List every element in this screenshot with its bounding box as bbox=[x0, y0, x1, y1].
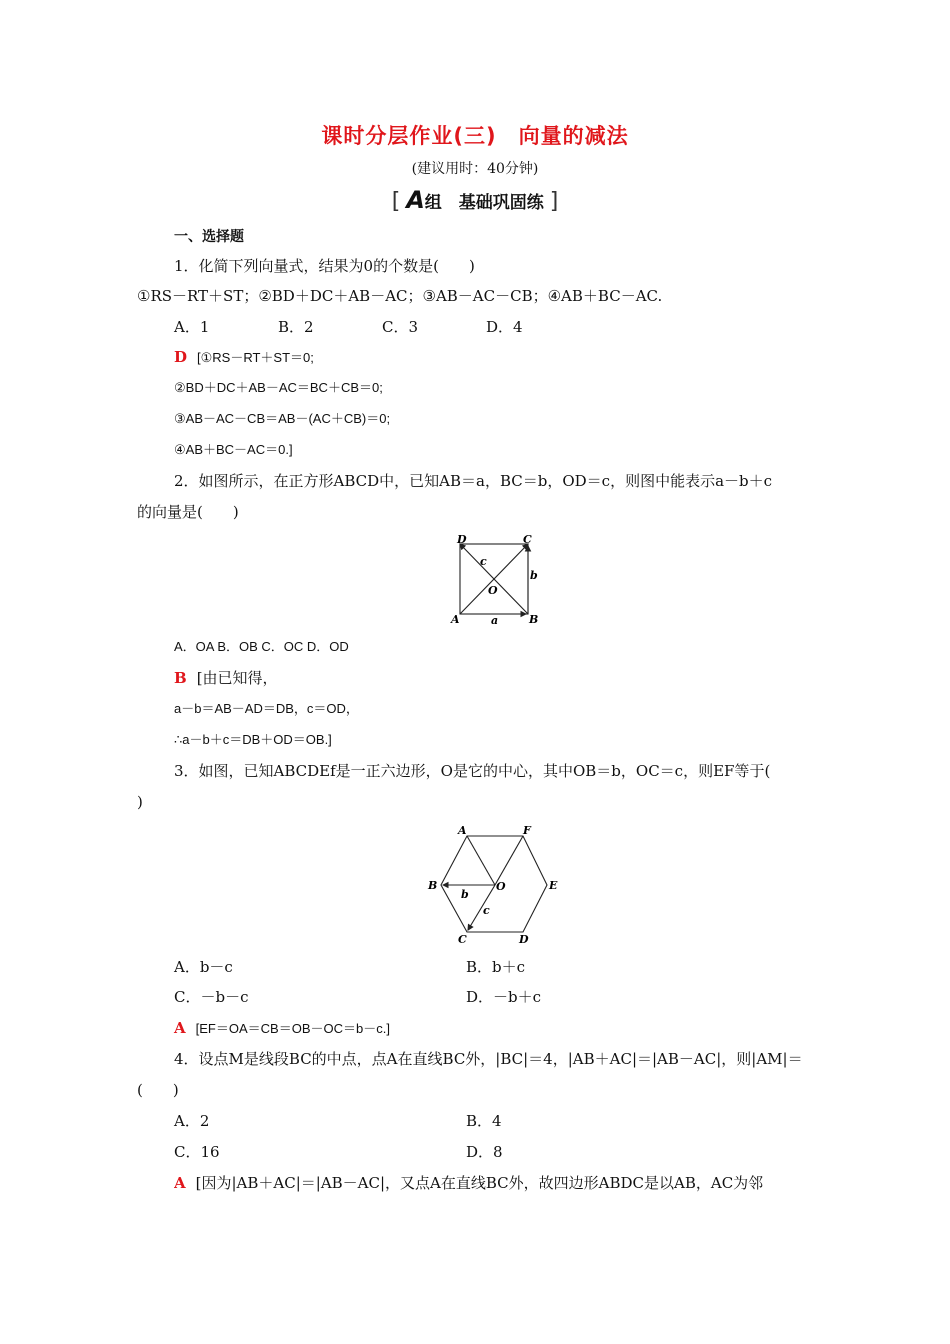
fig3-label-d: D bbox=[519, 933, 529, 946]
group-letter: A bbox=[406, 186, 425, 214]
q1-option-a: A．1 bbox=[174, 318, 210, 336]
fig3-label-a: A bbox=[458, 824, 467, 837]
fig3-label-f: F bbox=[523, 824, 531, 837]
q2-stem-cont: 的向量是( ) bbox=[137, 503, 239, 521]
q1-solution-line-2: ②BD＋DC＋AB－AC＝BC＋CB＝0; bbox=[174, 380, 383, 395]
q3-answer: A bbox=[174, 1019, 186, 1037]
page-title: 课时分层作业(三) 向量的减法 bbox=[321, 124, 629, 148]
fig2-label-c: C bbox=[523, 533, 532, 546]
fig2-label-b: B bbox=[529, 613, 539, 626]
q3-option-a: A．b－c bbox=[174, 958, 233, 976]
q1-stem: 1．化简下列向量式，结果为0的个数是( ) bbox=[174, 257, 475, 275]
q3-stem-cont: ) bbox=[137, 793, 143, 811]
q1-option-b: B．2 bbox=[278, 318, 314, 336]
q1-solution-line-4: ④AB＋BC－AC＝0.] bbox=[174, 442, 293, 457]
q4-option-c: C．16 bbox=[174, 1143, 220, 1161]
bracket-right: ] bbox=[549, 189, 559, 214]
q1-solution-line-1: D [①RS－RT＋ST＝0; bbox=[174, 348, 314, 366]
q1-option-c: C．3 bbox=[382, 318, 419, 336]
fig2-label-vec-c: c bbox=[480, 555, 487, 568]
group-banner bbox=[0, 186, 950, 214]
fig3-label-b: B bbox=[428, 879, 438, 892]
q4-option-a: A．2 bbox=[174, 1112, 210, 1130]
q4-stem-cont: ( ) bbox=[137, 1081, 179, 1099]
fig3-label-o: O bbox=[496, 880, 506, 893]
fig2-label-o: O bbox=[488, 584, 498, 597]
fig3-label-vec-c: c bbox=[483, 904, 490, 917]
q4-solution: A [因为|AB＋AC|＝|AB－AC|，又点A在直线BC外，故四边形ABDC是以AB，AC为邻 bbox=[174, 1174, 764, 1192]
q2-stem: 2．如图所示，在正方形ABCD中，已知AB＝a，BC＝b，OD＝c，则图中能表示a－b＋c bbox=[174, 472, 773, 490]
q2-solution-line-2: a－b＝AB－AD＝DB，c＝OD， bbox=[174, 701, 359, 716]
q1-option-d: D．4 bbox=[486, 318, 523, 336]
q2-options: A．OA B．OB C．OC D．OD bbox=[174, 639, 349, 654]
fig2-label-d: D bbox=[457, 533, 467, 546]
page-subtitle: (建议用时：40分钟) bbox=[411, 161, 539, 177]
q4-option-b: B．4 bbox=[466, 1112, 502, 1130]
fig3-label-c: C bbox=[458, 933, 467, 946]
q2-answer: B bbox=[174, 669, 187, 687]
q1-items: ①RS－RT＋ST；②BD＋DC＋AB－AC；③AB－AC－CB；④AB＋BC－AC. bbox=[137, 287, 663, 305]
q2-solution-line-3: ∴a－b＋c＝DB＋OD＝OB.] bbox=[174, 732, 332, 747]
q1-solution-line-3: ③AB－AC－CB＝AB－(AC＋CB)＝0; bbox=[174, 411, 391, 426]
hexagon-figure bbox=[423, 822, 563, 948]
q3-solution: A [EF＝OA＝CB＝OB－OC＝b－c.] bbox=[174, 1019, 390, 1037]
bracket-left: [ bbox=[391, 189, 401, 214]
q3-option-d: D．－b＋c bbox=[466, 988, 542, 1006]
section-heading: 一、选择题 bbox=[174, 229, 244, 245]
q1-answer: D bbox=[174, 348, 188, 366]
fig3-label-e: E bbox=[549, 879, 558, 892]
q4-option-d: D．8 bbox=[466, 1143, 503, 1161]
q3-stem: 3．如图，已知ABCDEf是一正六边形，O是它的中心，其中OB＝b，OC＝c，则EF等于( bbox=[174, 762, 771, 780]
fig2-label-vec-a: a bbox=[491, 614, 499, 627]
q3-option-b: B．b＋c bbox=[466, 958, 526, 976]
q4-answer: A bbox=[174, 1174, 186, 1192]
q2-solution-line-1: B [由已知得， bbox=[174, 669, 278, 687]
q4-stem: 4．设点M是线段BC的中点，点A在直线BC外，|BC|＝4，|AB＋AC|＝|AB－AC|，则|AM|＝ bbox=[174, 1050, 803, 1068]
fig3-label-vec-b: b bbox=[461, 888, 469, 901]
group-label: 组 基础巩固练 bbox=[424, 193, 544, 213]
fig2-label-a: A bbox=[451, 613, 460, 626]
q3-option-c: C．－b－c bbox=[174, 988, 249, 1006]
fig2-label-vec-b: b bbox=[530, 569, 538, 582]
square-figure bbox=[445, 532, 545, 628]
